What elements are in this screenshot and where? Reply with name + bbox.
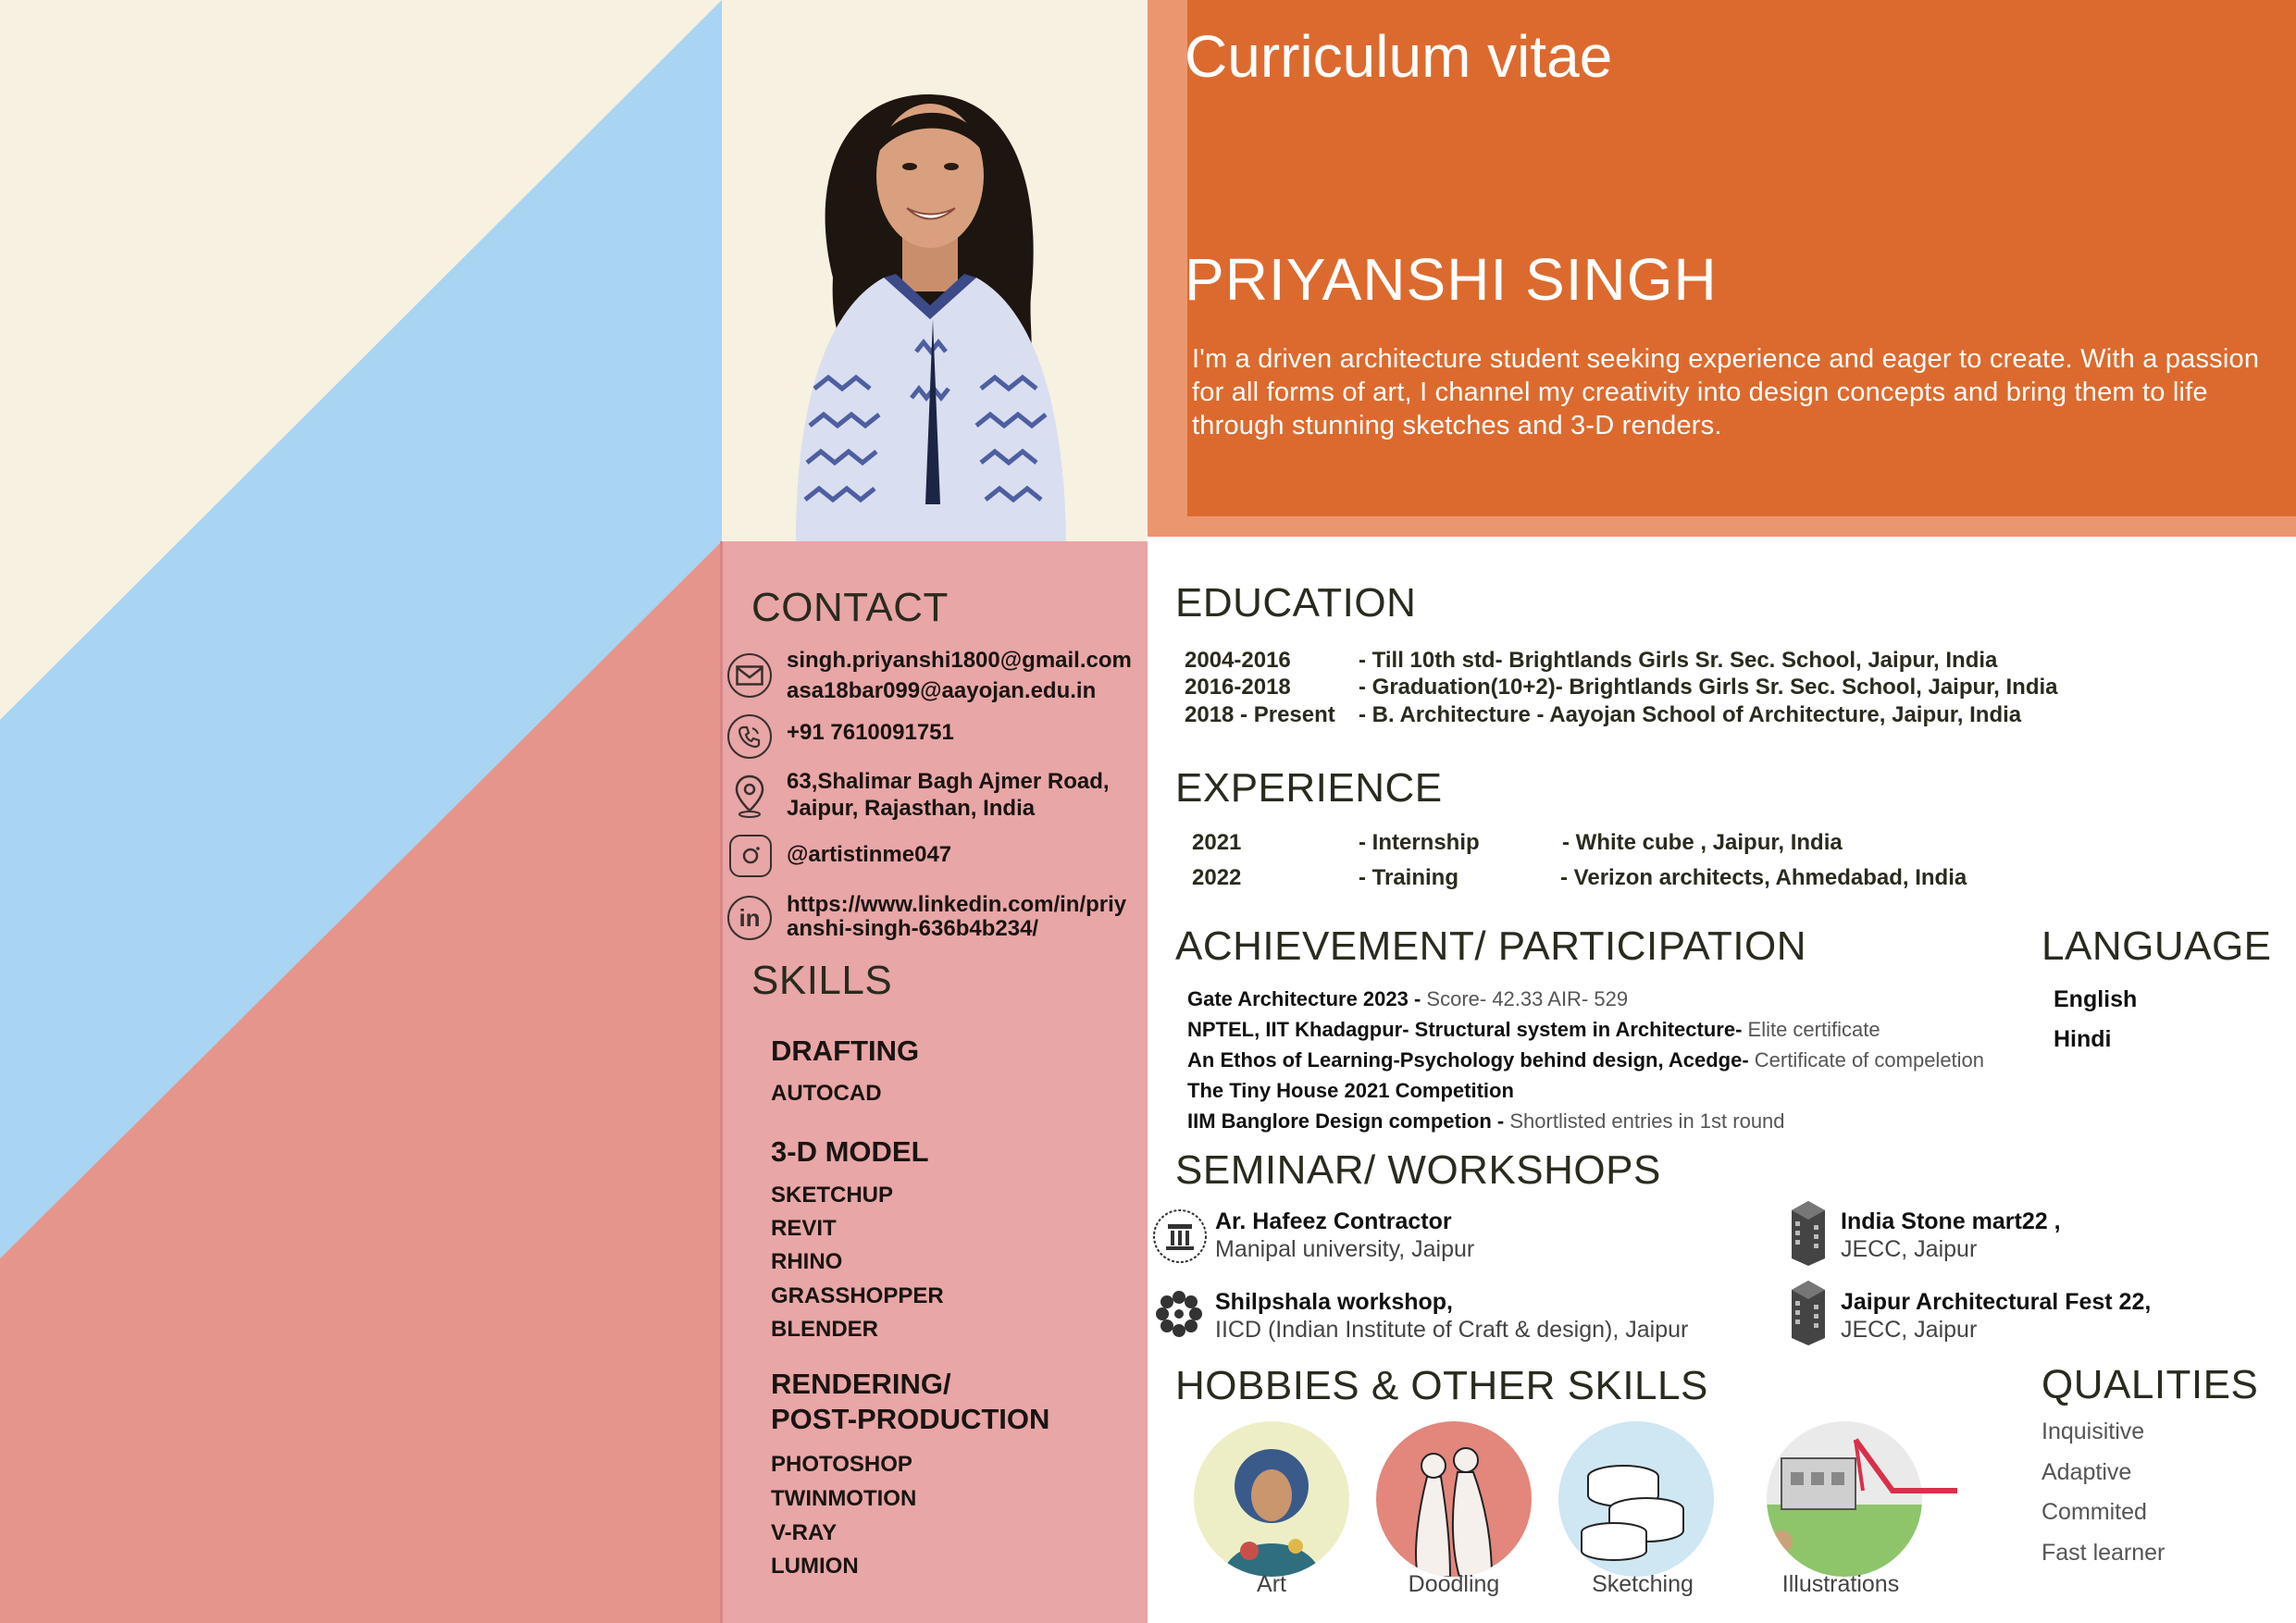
address-line-1: 63,Shalimar Bagh Ajmer Road, — [787, 769, 1110, 794]
linkedin-url-line-2[interactable]: anshi-singh-636b4b234/ — [787, 916, 1039, 941]
flower-emblem-icon — [1153, 1288, 1205, 1340]
skill-item: BLENDER — [771, 1317, 879, 1342]
candidate-name: PRIYANSHI SINGH — [1185, 246, 1718, 313]
seminar-title: Ar. Hafeez Contractor — [1215, 1208, 1452, 1234]
achievement-item: IIM Banglore Design competion - Shortlisted entries in 1st round — [1187, 1109, 1785, 1133]
achievement-item: An Ethos of Learning-Psychology behind design, Acedge- Certificate of compeletion — [1187, 1048, 1985, 1072]
skills-heading: SKILLS — [751, 958, 893, 1003]
skill-group-title: POST-PRODUCTION — [771, 1403, 1050, 1435]
skill-group-title: RENDERING/ — [771, 1368, 951, 1400]
location-pin-icon — [733, 774, 766, 818]
qualities-heading: QUALITIES — [2042, 1362, 2259, 1407]
instagram-handle-link[interactable]: @artistinme047 — [787, 842, 952, 867]
language-item: English — [2054, 986, 2138, 1012]
email-primary-link[interactable]: singh.priyanshi1800@gmail.com — [787, 648, 1132, 673]
seminar-venue: Manipal university, Jaipur — [1215, 1236, 1475, 1262]
address-line-2: Jaipur, Rajasthan, India — [787, 796, 1036, 821]
seminars-heading: SEMINAR/ WORKSHOPS — [1175, 1147, 1661, 1193]
skill-item: TWINMOTION — [771, 1486, 917, 1511]
university-emblem-icon — [1151, 1208, 1209, 1265]
seminar-title: Jaipur Architectural Fest 22, — [1841, 1289, 2152, 1315]
education-detail: - B. Architecture - Aayojan School of Architecture, Jaipur, India — [1359, 702, 2022, 727]
sketching-thumbnail — [1558, 1421, 1714, 1577]
contact-heading: CONTACT — [751, 585, 949, 630]
seminar-venue: IICD (Indian Institute of Craft & design), Jaipur — [1215, 1317, 1689, 1343]
skill-item: V-RAY — [771, 1520, 838, 1545]
skill-item: REVIT — [771, 1216, 837, 1241]
hobby-label: Illustrations — [1781, 1571, 1900, 1597]
seminar-venue: JECC, Jaipur — [1841, 1236, 1978, 1262]
skill-item: GRASSHOPPER — [771, 1283, 944, 1308]
hobby-label: Art — [1257, 1571, 1286, 1597]
achievements-heading: ACHIEVEMENT/ PARTICIPATION — [1175, 923, 1807, 969]
education-years: 2018 - Present — [1185, 702, 1335, 727]
document-title: Curriculum vitae — [1185, 23, 1613, 90]
skill-item: AUTOCAD — [771, 1081, 882, 1106]
profile-photo — [722, 0, 1148, 541]
linkedin-url-line-1[interactable]: https://www.linkedin.com/in/priy — [787, 892, 1127, 917]
building-icon — [1788, 1199, 1829, 1266]
skill-item: LUMION — [771, 1554, 859, 1579]
art-thumbnail — [1194, 1421, 1349, 1577]
experience-role: - Training — [1359, 865, 1458, 890]
skill-item: PHOTOSHOP — [771, 1452, 912, 1477]
profile-summary: I'm a driven architecture student seeking experience and eager to create. With a passion for all forms of art, I channel my creativity into design concepts and bring them to life through stunning sketches and 3-D renders. — [1192, 344, 2260, 440]
skill-group-title: 3-D MODEL — [771, 1135, 929, 1168]
education-years: 2016-2018 — [1185, 675, 1291, 700]
linkedin-icon: in — [727, 896, 772, 940]
seminar-title: Shilpshala workshop, — [1215, 1289, 1453, 1315]
quality-item: Fast learner — [2042, 1540, 2166, 1566]
phone-number[interactable]: +91 7610091751 — [787, 720, 954, 745]
education-years: 2004-2016 — [1185, 648, 1291, 673]
experience-heading: EXPERIENCE — [1175, 765, 1443, 811]
education-detail: - Graduation(10+2)- Brightlands Girls Sr. Sec. School, Jaipur, India — [1359, 675, 2058, 700]
achievement-item: NPTEL, IIT Khadagpur- Structural system in Architecture- Elite certificate — [1187, 1018, 1880, 1041]
achievement-item: Gate Architecture 2023 - Score- 42.33 AIR- 529 — [1187, 987, 1629, 1010]
quality-item: Commited — [2042, 1499, 2147, 1525]
skill-group-title: DRAFTING — [771, 1035, 920, 1067]
quality-item: Inquisitive — [2042, 1419, 2145, 1444]
quality-item: Adaptive — [2042, 1459, 2132, 1485]
building-icon — [1788, 1279, 1829, 1345]
language-heading: LANGUAGE — [2042, 923, 2272, 969]
email-secondary-link[interactable]: asa18bar099@aayojan.edu.in — [787, 678, 1097, 703]
hobbies-heading: HOBBIES & OTHER SKILLS — [1175, 1363, 1708, 1408]
experience-place: - White cube , Jaipur, India — [1562, 830, 1843, 855]
experience-place: - Verizon architects, Ahmedabad, India — [1560, 865, 1967, 890]
experience-year: 2022 — [1192, 865, 1242, 890]
doodling-thumbnail — [1376, 1421, 1532, 1577]
seminar-title: India Stone mart22 , — [1841, 1208, 2061, 1234]
skill-item: SKETCHUP — [771, 1183, 894, 1208]
decorative-background — [0, 0, 722, 1623]
experience-year: 2021 — [1192, 830, 1242, 855]
experience-role: - Internship — [1359, 830, 1480, 855]
hobby-label: Sketching — [1592, 1571, 1694, 1597]
language-item: Hindi — [2054, 1026, 2112, 1052]
education-heading: EDUCATION — [1175, 580, 1417, 626]
instagram-icon — [729, 835, 772, 877]
skill-item: RHINO — [771, 1249, 843, 1274]
seminar-venue: JECC, Jaipur — [1841, 1317, 1978, 1343]
education-detail: - Till 10th std- Brightlands Girls Sr. Sec. School, Jaipur, India — [1359, 648, 1998, 673]
illustrations-thumbnail — [1754, 1421, 1959, 1577]
email-icon — [727, 653, 772, 698]
phone-icon — [727, 714, 772, 759]
hobby-label: Doodling — [1408, 1571, 1500, 1597]
achievement-item: The Tiny House 2021 Competition — [1187, 1079, 1514, 1102]
